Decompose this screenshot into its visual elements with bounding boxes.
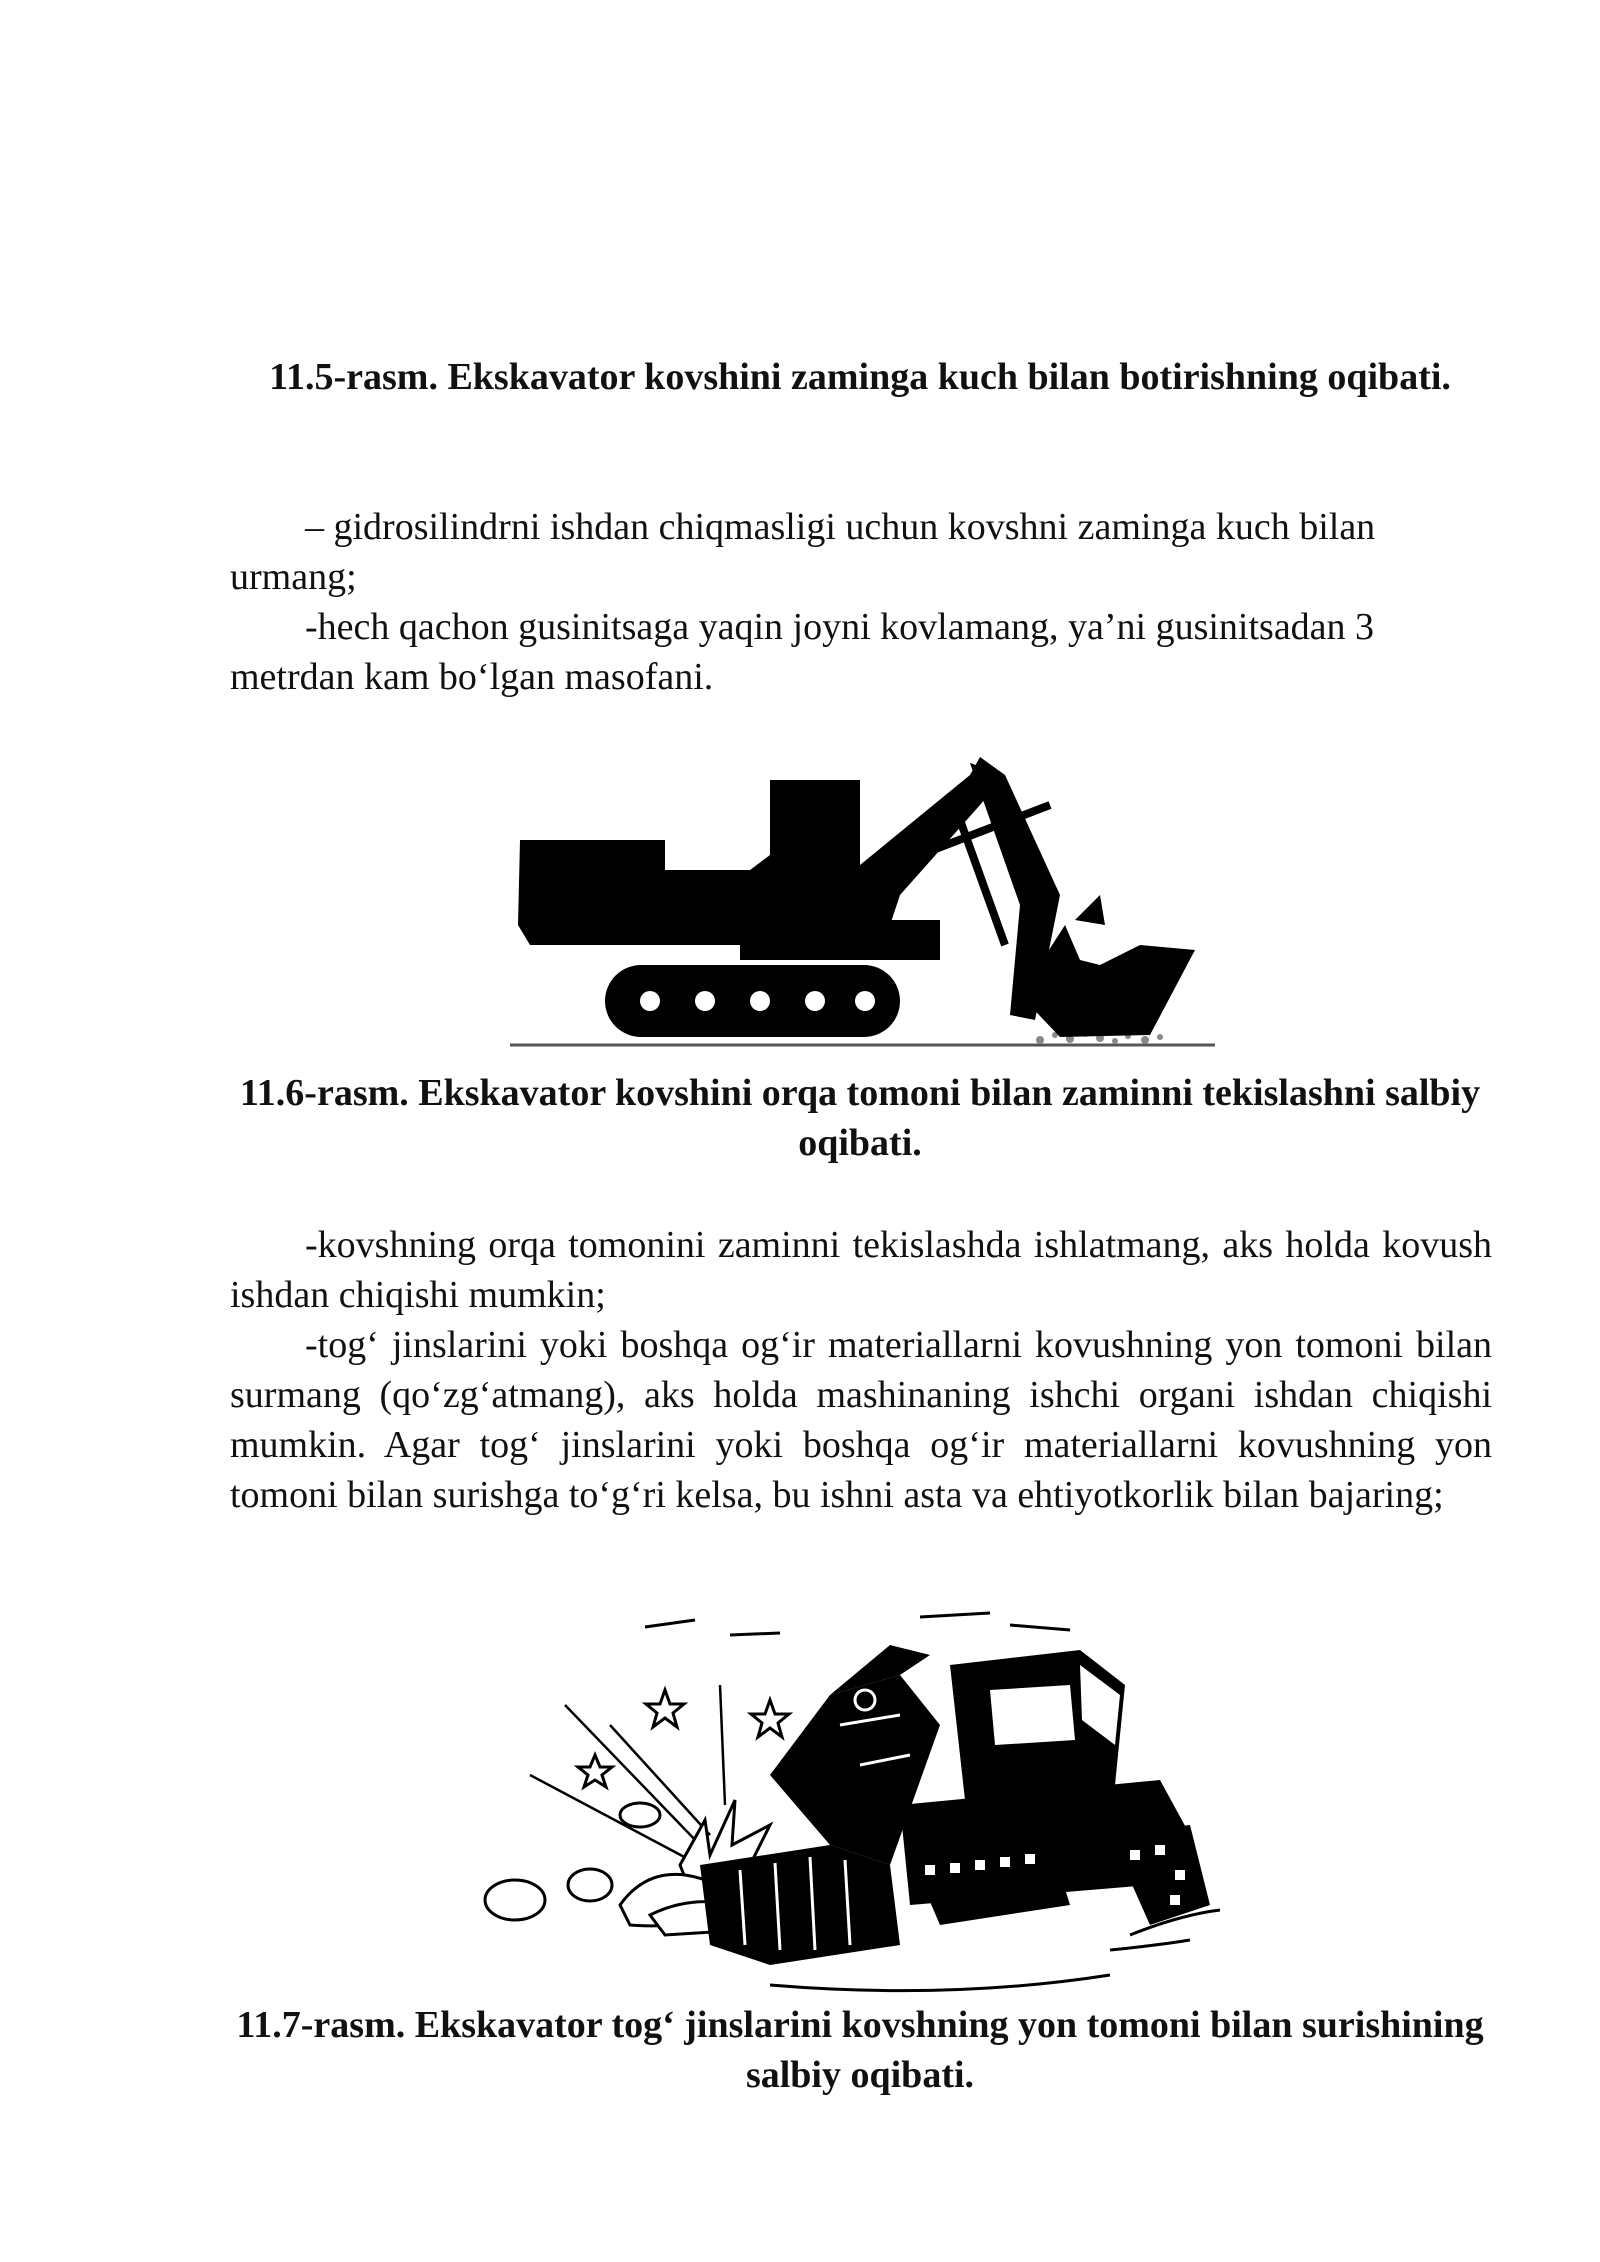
figure-caption-11-7: 11.7-rasm. Ekskavator tog‘ jinslarini kovshning yon tomoni bilan surishining salbiy oqibati. [236, 2004, 1484, 2096]
instruction-item: -kovshning orqa tomonini zaminni tekislashda ishlatmang, aks holda kovush ishdan chiqishi mumkin; [230, 1224, 1492, 1316]
instruction-list-1 [230, 502, 1492, 702]
bucket [700, 1845, 900, 1965]
instruction-item: -hech qachon gusinitsaga yaqin joyni kovlamang, ya’ni gusinitsadan 3 metrdan kam bo‘lgan masofani. [230, 606, 1375, 698]
star-icons [578, 1690, 789, 1787]
instruction-item: – gidrosilindrni ishdan chiqmasligi uchun kovshni zaminga kuch bilan urmang; [230, 506, 1376, 598]
figure-caption-11-6: 11.6-rasm. Ekskavator kovshini orqa tomoni bilan zaminni tekislashni salbiy oqibati. [239, 1072, 1481, 1164]
instruction-item: -tog‘ jinslarini yoki boshqa og‘ir materiallarni kovushning yon tomoni bilan surmang (qo‘zg‘atmang), aks holda mashinaning ishchi organi ishdan chiqishi mumkin. Agar tog‘ jinslarini yoki boshqa og‘ir materiallarni kovushning yon tomoni bilan surishga to‘g‘ri kelsa, bu ishni asta va ehtiyotkorlik bilan bajaring; [230, 1324, 1492, 1516]
cab-window [990, 1685, 1075, 1745]
figure-caption-11-5: 11.5-rasm. Ekskavator kovshini zaminga kuch bilan botirishning oqibati. [269, 356, 1451, 398]
instruction-list-2 [230, 1220, 1492, 1520]
track-left [910, 1840, 1070, 1925]
excavator-pushing-rocks-illustration [470, 1605, 1230, 2005]
upper-body [518, 840, 770, 945]
excavator-silhouette-illustration [500, 745, 1230, 1055]
